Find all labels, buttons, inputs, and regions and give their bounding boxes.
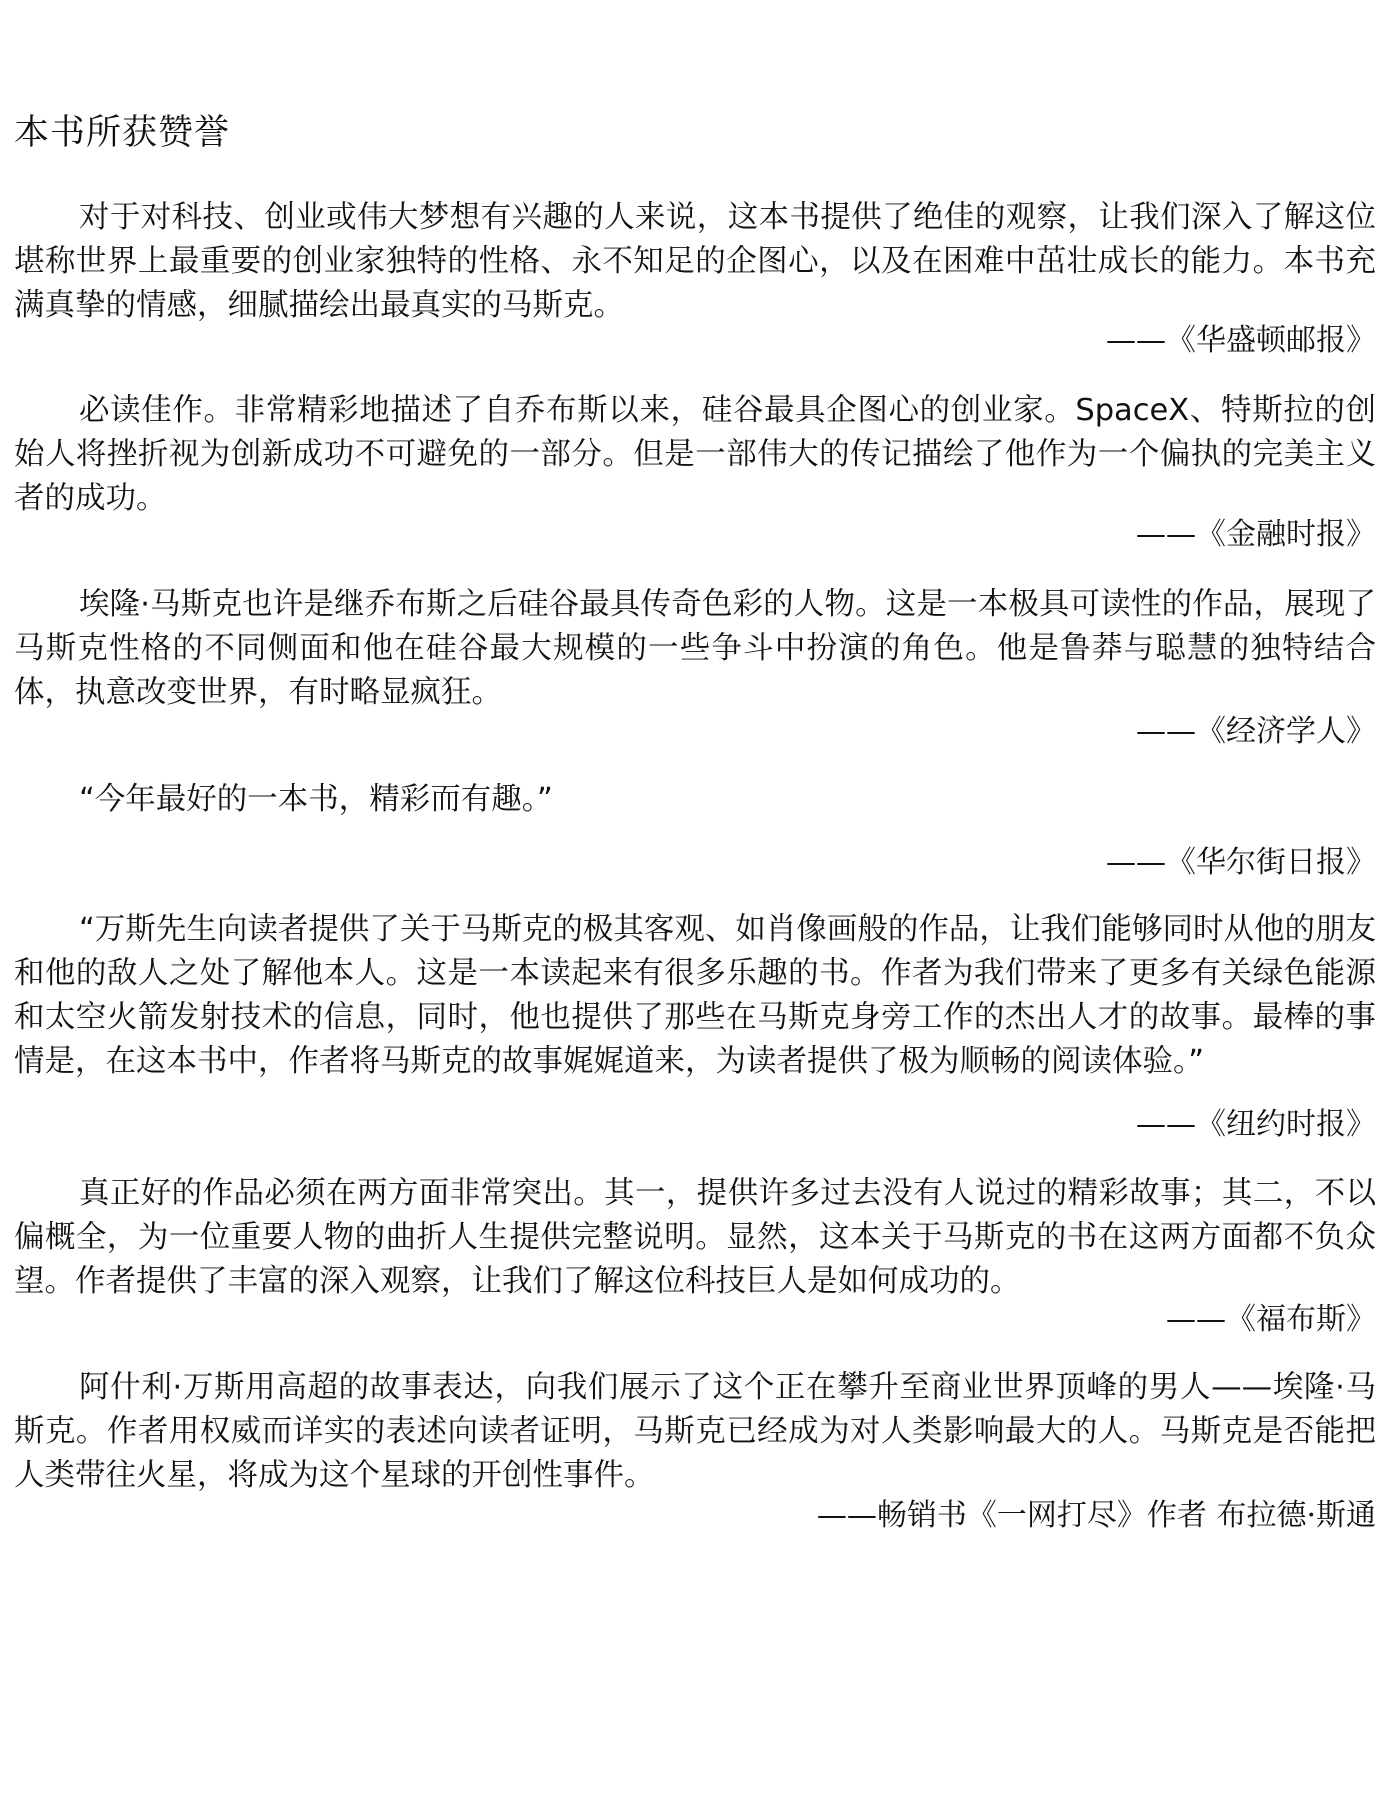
review-text-washington-post: 对于对科技、创业或伟大梦想有兴趣的人来说，这本书提供了绝佳的观察，让我们深入了解这位堪称世界上最重要的创业家独特的性格、永不知足的企图心，以及在困难中茁壮成长的能力。本书充满真挚的情感，细腻描绘出最真实的马斯克。 (14, 200, 1376, 323)
page-title: 本书所获赞誉 (14, 113, 231, 153)
review-source-financial-times: ——《金融时报》 (1136, 517, 1376, 552)
review-source-brad-stone: ——畅销书《一网打尽》作者 布拉德·斯通 (816, 1498, 1376, 1533)
review-source-washington-post: ——《华盛顿邮报》 (1106, 323, 1376, 358)
review-text-new-york-times: “万斯先生向读者提供了关于马斯克的极其客观、如肖像画般的作品，让我们能够同时从他的朋友和他的敌人之处了解他本人。这是一本读起来有很多乐趣的书。作者为我们带来了更多有关绿色能源和太空火箭发射技术的信息，同时，他也提供了那些在马斯克身旁工作的杰出人才的故事。最棒的事情是，在这本书中，作者将马斯克的故事娓娓道来，为读者提供了极为顺畅的阅读体验。” (14, 912, 1376, 1079)
review-source-new-york-times: ——《纽约时报》 (1136, 1107, 1376, 1142)
review-text-financial-times: 必读佳作。非常精彩地描述了自乔布斯以来，硅谷最具企图心的创业家。SpaceX、特斯拉的创始人将挫折视为创新成功不可避免的一部分。但是一部伟大的传记描绘了他作为一个偏执的完美主义者的成功。 (14, 393, 1376, 516)
review-text-wall-street-journal: “今年最好的一本书，精彩而有趣。” (79, 782, 553, 817)
review-text-brad-stone: 阿什利·万斯用高超的故事表达，向我们展示了这个正在攀升至商业世界顶峰的男人——埃隆·马斯克。作者用权威而详实的表述向读者证明，马斯克已经成为对人类影响最大的人。马斯克是否能把人类带往火星，将成为这个星球的开创性事件。 (14, 1370, 1376, 1493)
review-source-wall-street-journal: ——《华尔街日报》 (1106, 845, 1376, 880)
review-text-economist: 埃隆·马斯克也许是继乔布斯之后硅谷最具传奇色彩的人物。这是一本极具可读性的作品，展现了马斯克性格的不同侧面和他在硅谷最大规模的一些争斗中扮演的角色。他是鲁莽与聪慧的独特结合体，执意改变世界，有时略显疯狂。 (14, 587, 1376, 710)
review-text-forbes: 真正好的作品必须在两方面非常突出。其一，提供许多过去没有人说过的精彩故事；其二，不以偏概全，为一位重要人物的曲折人生提供完整说明。显然，这本关于马斯克的书在这两方面都不负众望。作者提供了丰富的深入观察，让我们了解这位科技巨人是如何成功的。 (14, 1176, 1376, 1299)
review-source-economist: ——《经济学人》 (1136, 714, 1376, 749)
review-source-forbes: ——《福布斯》 (1166, 1302, 1376, 1337)
